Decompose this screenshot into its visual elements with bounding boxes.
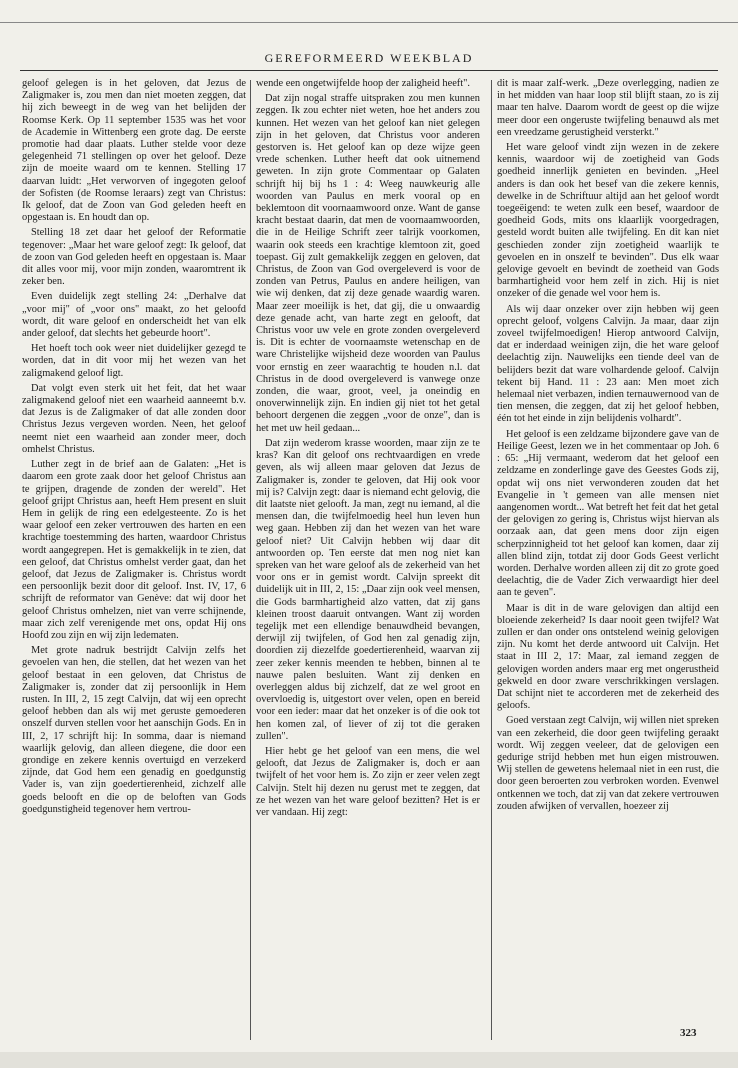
- paragraph: Dat zijn nogal straffe uitspraken zou men kunnen zeggen. Ik zou echter niet weten, hoe het anders zou kunnen. Het wezen van het geloof kan niet gelegen zijn in het geloven, dat Christus voor anderen gestorven is. Het geloof kan op deze wijze geen vrede schenken. Luther heeft dat ook uitnemend geweten. In zijn grote Commentaar op Galaten schrijft hij bij hs 1 : 4: Weeg nauwkeurig alle woorden van Paulus en merk vooral op en beklemtoon dit voornaamwoord onze. Want de ganse kracht bestaat daarin, dat men de voornaamwoorden, die in de Heilige Schrift zeer talrijk voorkomen, waarin ook steeds een krachtige klemtoon zit, goed toepast. Gij zult gemakkelijk zeggen en geloven, dat Christus, de Zoon van God overgeleverd is voor de zonden van Petrus, Paulus en andere heiligen, van wie wij denken, dat zij deze genade waardig waren. Maar zeer moeilijk is het, dat gij, die u onwaardig deze genade acht, van harte zegt en gelooft, dat Christus voor uw vele en grote zonden overgeleverd is. Dit is echter de voornaamste wetenschap en de ware Christelijke wijsheid deze woorden van Paulus voor ernstig en zeer waarachtig te houden n.l. dat Christus in de dood overgeleverd is vanwege onze zonden, die waar, groot, veel, ja oneindig en onoverwinnelijk zijn. En indien gij niet tot het getal behoort dergenen die zeggen „voor de onze", dan is het met uw heil gedaan...: [256, 93, 480, 434]
- paragraph: Dat zijn wederom krasse woorden, maar zijn ze te kras? Kan dit geloof ons rechtvaardigen en vrede geven, als wij alleen maar geloven dat Jezus de Zaligmaker is, zonder te geloven, dat Hij ook voor mij is? Calvijn zegt: daar is niemand echt gelovig, die dit laatste niet gelooft. Ja man, zegt nu iemand, al die mensen dan, die twijfelmoedig heel hun leven hun weg gaan. Hebben zij dan het wezen van het ware geloof niet? Uit Calvijn hebben wij daar dit antwoorden op. Ten eerste dat men nog niet kan spreken van het ware geloof als de zekerheid van het voor ons er in gemist wordt. Calvijn spreekt dit duidelijk uit in III, 2, 15: „Daar zijn ook veel mensen, die Gods barmhartigheid alzo vatten, dat zij gans kleinen troost daaruit ontvangen. Want zij worden tegelijk met een ellendige benauwdheid bevangen, derwijl zij twijfelen, of God hen zal genadig zijn, doordien zij diezelfde goedertierenheid, waarvan zij zeer zeker kennis meenden te hebben, binnen al te nauwe palen besluiten. Want zij denken en overleggen aldus bij zichzelf, dat ze wel groot en overvloedig is, uitgestort over velen, open en bereid voor een ieder: maar dat het onzeker is of die ook tot hen komen zal, of liever of zij tot die geraken zullen".: [256, 437, 480, 742]
- paragraph: Maar is dit in de ware gelovigen dan altijd een bloeiende zekerheid? Is daar nooit geen twijfel? Wat zullen er dan onder ons ontstelend weinig gelovigen zijn. Nu komt het derde antwoord uit Calvijn. Het staat in III 2, 17: Maar, zal iemand zeggen de gelovigen worden anders maar erg met ongerustheid gekweld en door zware verschrikkingen verslagen. Dat schijnt niet te accorderen met de zekerheid des geloofs.: [497, 602, 719, 712]
- paragraph: Luther zegt in de brief aan de Galaten: „Het is daarom een grote zaak door het geloof Christus aan te grijpen, dragende de zonden der wereld". Het geloof grijpt Christus aan, heeft Hem present en sluit Hem in gelijk de ring een edelgesteente. Zo is het waar geloof een zeker vertrouwen des harten en een krachtige toestemming des harten, waardoor Christus wordt aangegrepen. Het is gemakkelijk in te zien, dat een geloof, dat Christus omhelst verder gaat, dan het geloof, dat Jezus de Zaligmaker is. Christus wordt een persoonlijk bezit door dit geloof. Inst. IV, 17, 6 schrijft de reformator van Genève: dat wij door het geloof Christus omhelzen, niet van verre schijnende, maar zich zelf verenigende met ons, opdat Hij ons Hoofd zou zijn en wij zijn ledematen.: [22, 459, 246, 641]
- page-bottom-edge: [0, 1052, 738, 1068]
- column-divider: [491, 80, 492, 1040]
- paragraph: Goed verstaan zegt Calvijn, wij willen niet spreken van een zekerheid, die door geen twijfeling geraakt wordt. Wij zeggen veeleer, dat de gelovigen een gedurige strijd hebben met hun eigen mistrouwen. Wij stellen de gewetens helemaal niet in een rust, die door geen beroerten zou verbroken worden. Evenwel ontkennen we toch, dat zij van dat zekere vertrouwen zouden afwijken of vervallen, hoezeer zij: [497, 715, 719, 812]
- paragraph: Het ware geloof vindt zijn wezen in de zekere kennis, waardoor wij de zoetigheid van Gods goedheid innerlijk genieten en bevinden. „Heel anders is dan ook het besef van die zekere kennis, dewelke in de Schriftuur altijd aan het geloof wordt toegeëigend: te weten zulk een besef, waardoor de goedheid Gods, mits ons klaarlijk voorgedragen, gesteld wordt buiten alle twijfeling. En dit kan niet geschieden zonder zijn zoetigheid waarlijk te gevoelen en in onszelf te bevinden". Dus elk waar gelovige gevoelt en bevindt de zoetheid van Gods barmhartigheid voor hem zelf in zich. Hij is niet onzeker of die genade wel voor hem is.: [497, 142, 719, 300]
- column-2: [256, 78, 480, 1023]
- paragraph: Stelling 18 zet daar het geloof der Reformatie tegenover: „Maar het ware geloof zegt: Ik geloof, dat de zoon van God geleden heeft en opgestaan is. Maar dit alles voor mij, voor mijn zonden, waaromtrent ik zeker ben.: [22, 227, 246, 288]
- column-divider: [250, 80, 251, 1040]
- column-1: [22, 78, 246, 1023]
- paragraph: Dat volgt even sterk uit het feit, dat het waar zaligmakend geloof niet een waarheid aanneemt b.v. dat Jezus is de Zaligmaker of dat alle zonden door Christus Jezus vergeven worden. Neen, het geloof neemt niet een waarheid aan zonder meer, doch omhelst Christus.: [22, 382, 246, 455]
- paragraph: Met grote nadruk bestrijdt Calvijn zelfs het gevoelen van hen, die stellen, dat het wezen van het geloof bestaat in een geloven, dat Christus de Zaligmaker is, zonder dat zij persoonlijk in Hem rusten. In III, 2, 15 zegt Calvijn, dat wij een oprecht geloof hebben dan als wij met geruste gemoederen onszelf durven stellen voor het aanschijn Gods. En in III, 2, 17 schrijft hij: In somma, daar is niemand waarlijk gelovig, dan alleen diegene, die door een grondige en zekere kennis overtuigd en verzekerd zijnde, dat God hem een genadig en goedgunstig Vader is, van zijn goedertierenheid, zichzelf alle goeds belooft en die op de beloften van Gods goedgunstigheid tegenover hem vertrou-: [22, 645, 246, 815]
- column-3: [497, 78, 719, 1023]
- header-rule: [20, 70, 718, 71]
- paragraph: Het geloof is een zeldzame bijzondere gave van de Heilige Geest, lezen we in het commentaar op Joh. 6 : 65: „Hij vermaant, wederom dat het geloof een zeldzame en zonderlinge gave des Geestes Gods zij, opdat wij ons niet verwonderen zouden dat het Evangelie in 't gemeen van alle mensen niet aangenomen wordt... Wat betreft het feit dat het getal der gelovigen zo gering is, Christus wijst hiervan als oorzaak aan, dat geen mens door zijn eigen scherpzinnigheid tot het geloof kan komen, daar zij allen blind zijn, totdat zij door Gods Geest verlicht worden. Derhalve worden alleen zij dit zo grote goed deelachtig, die de Vader Zich verwaardigt hier deel aan te geven".: [497, 428, 719, 599]
- paragraph: Even duidelijk zegt stelling 24: „Derhalve dat „voor mij" of „voor ons" maakt, zo het geloofd wordt, dit ware geloof en onderscheidt het van elk ander geloof, dat slechts het gebeurde hoort".: [22, 291, 246, 340]
- paragraph: wende een ongetwijfelde hoop der zaligheid heeft".: [256, 78, 470, 89]
- paragraph: Hier hebt ge het geloof van een mens, die wel gelooft, dat Jezus de Zaligmaker is, doch er aan twijfelt of het voor hem is. Zo zijn er zeer velen zegt Calvijn. Stelt hij dezen nu gerust met te zeggen, dat ze het wezen van het ware geloof bezitten? Het is er ver vandaan. Hij zegt:: [256, 745, 480, 818]
- page-number: 323: [680, 1027, 697, 1039]
- paragraph: Het hoeft toch ook weer niet duidelijker gezegd te worden, dat in dit voor mij het wezen van het zaligmakend geloof ligt.: [22, 343, 246, 379]
- paragraph: geloof gelegen is in het geloven, dat Jezus de Zaligmaker is, zou men dan niet moeten zeggen, dat hij zich beweegt in de weg van het belijden der Roomse Kerk. Op 11 september 1535 was het voor de Academie in Wittenberg een grote dag. De eerste promotie had daar plaats. Luther stelde voor deze gelegenheid 71 stellingen op over het geloof. Deze zijn de moeite waard om te kennen. Stelling 17 daarvan luidt: „Het verworven of ingegoten geloof der Sofisten (de Roomse leraars) zegt van Christus: Ik geloof, dat de Zoon van God geleden heeft en opgestaan is. En houdt dan op.: [22, 78, 246, 224]
- paragraph: Als wij daar onzeker over zijn hebben wij geen oprecht geloof, volgens Calvijn. Ja maar, daar zijn zoveel twijfelmoedigen! Hierop antwoord Calvijn, dat er inderdaad weinigen zijn, die het ware geloof deelachtig zijn. Nauwelijks een tiende deel van de belijders bezit dat ware volhardende geloof. Calvijn tekent bij Hand. 11 : 23 aan: Men moet zich helemaal niet verbazen, indien ternauwernood van de tien mensen, die zeggen, dat zij het geloof hebben, één tot het einde in zijn belijdenis volhardt".: [497, 303, 719, 425]
- top-rule: [0, 22, 738, 23]
- paragraph: dit is maar zalf-werk. „Deze overlegging, nadien ze in het midden van haar loop stil blijft staan, zo is zij maar ten halve. Daarom wordt de geest op die wijze meer door een ongeruste twijfeling benauwd als met een vreedzame gerustigheid versterkt.": [497, 78, 719, 138]
- page-header: GEREFORMEERD WEEKBLAD: [264, 51, 474, 65]
